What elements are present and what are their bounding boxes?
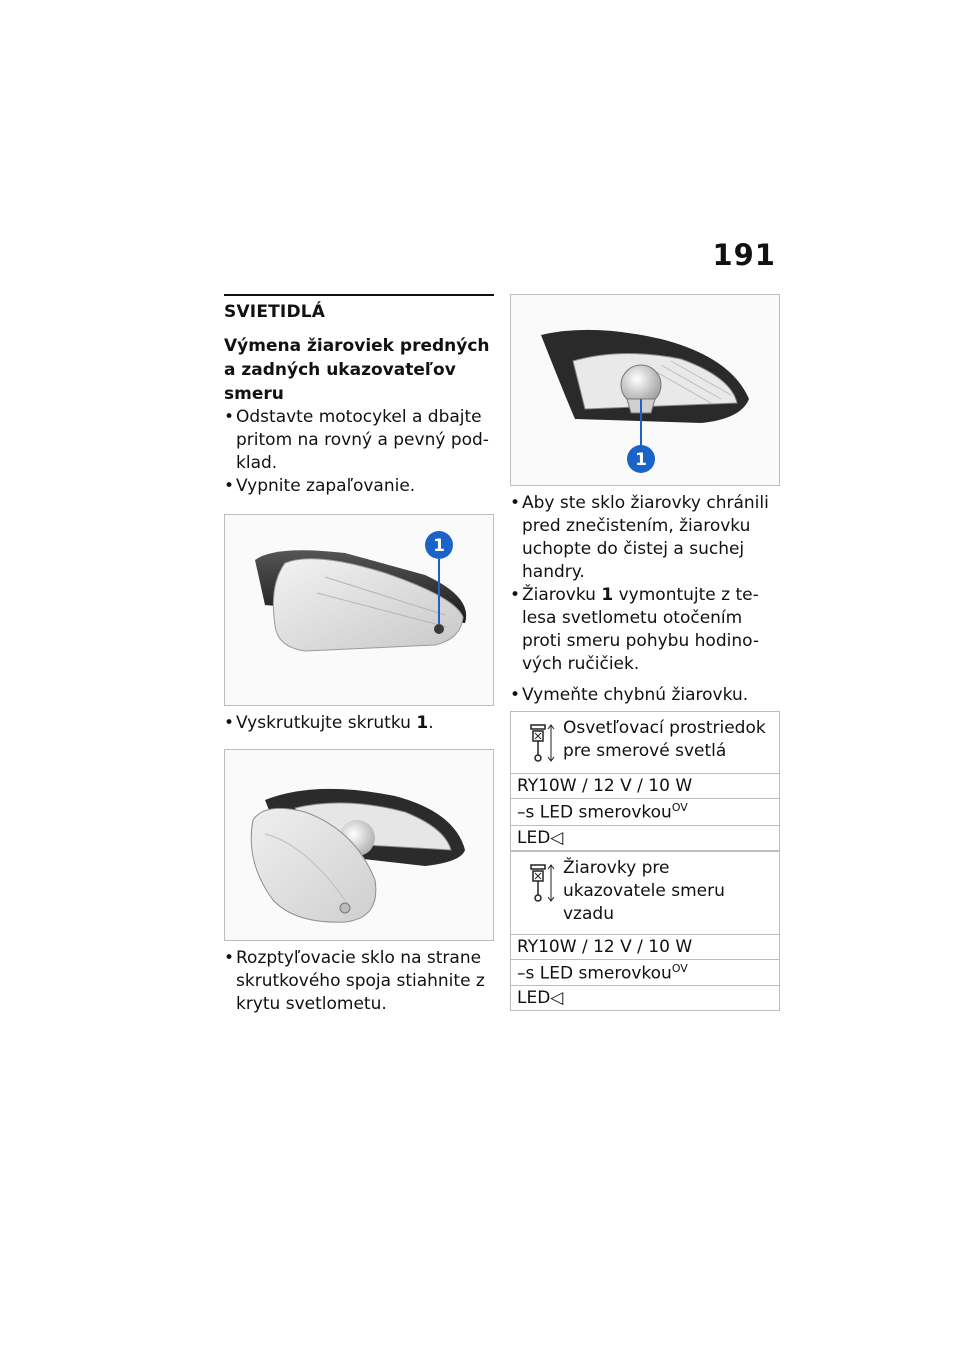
spec-row: RY10W / 12 V / 10 W	[511, 774, 780, 799]
figure-screw-location	[224, 514, 494, 706]
bulb-housing-illustration	[511, 295, 780, 486]
spec-table-rear	[510, 851, 780, 1012]
section-rule	[224, 294, 494, 296]
figure-lens-removal	[224, 749, 494, 941]
steps-list-4	[510, 492, 780, 707]
subsection-title: Výmena žiaroviek predných a zadných ukazovateľov smeru	[224, 336, 490, 404]
list-item: • Aby ste sklo žiarovky chránili pred znečistením, žiarovku uchopte do čistej a suchej handry.	[510, 493, 769, 582]
spec-table-front	[510, 711, 780, 851]
right-column	[510, 294, 780, 1011]
steps-list-3	[224, 947, 494, 1016]
figure-bulb-location	[510, 294, 780, 486]
lens-removal-illustration	[225, 750, 494, 941]
steps-list-2	[224, 712, 494, 735]
callout-label: 1	[433, 536, 445, 556]
indicator-lens-illustration	[225, 515, 494, 706]
spec-row: LED◁	[511, 986, 780, 1011]
list-item: • Vyskrutkujte skrutku 1.	[224, 713, 434, 733]
spec-row: LED◁	[511, 825, 780, 850]
spec-heading: Žiarovky pre ukazovatele smeru vzadu	[517, 854, 773, 932]
bulb-tool-icon	[521, 861, 563, 905]
list-item: • Rozptyľovacie sklo na strane skrutkového spoja stiahnite z krytu svetlometu.	[224, 948, 485, 1014]
page-number: 191	[712, 238, 776, 272]
callout-label: 1	[635, 450, 647, 470]
bulb-tool-icon	[521, 721, 563, 765]
steps-list-1	[224, 406, 494, 498]
list-item: • Odstavte motocykel a dbajte pritom na rovný a pevný pod-klad.	[224, 407, 489, 473]
spec-row: RY10W / 12 V / 10 W	[511, 934, 780, 959]
left-column	[224, 294, 494, 1016]
section-title: SVIETIDLÁ	[224, 302, 326, 322]
list-item: • Vymeňte chybnú žiarovku.	[510, 685, 749, 705]
list-item: • Vypnite zapaľovanie.	[224, 476, 416, 496]
spec-heading: Osvetľovací prostriedok pre smerové svetlá	[517, 714, 773, 771]
list-item: • Žiarovku 1 vymontujte z te-lesa svetlometu otočením proti smeru pohybu hodino-vých ručičiek.	[510, 585, 759, 674]
spec-row: –s LED smerovkou$^{OV}$	[511, 799, 780, 826]
spec-row: –s LED smerovkou$^{OV}$	[511, 959, 780, 986]
